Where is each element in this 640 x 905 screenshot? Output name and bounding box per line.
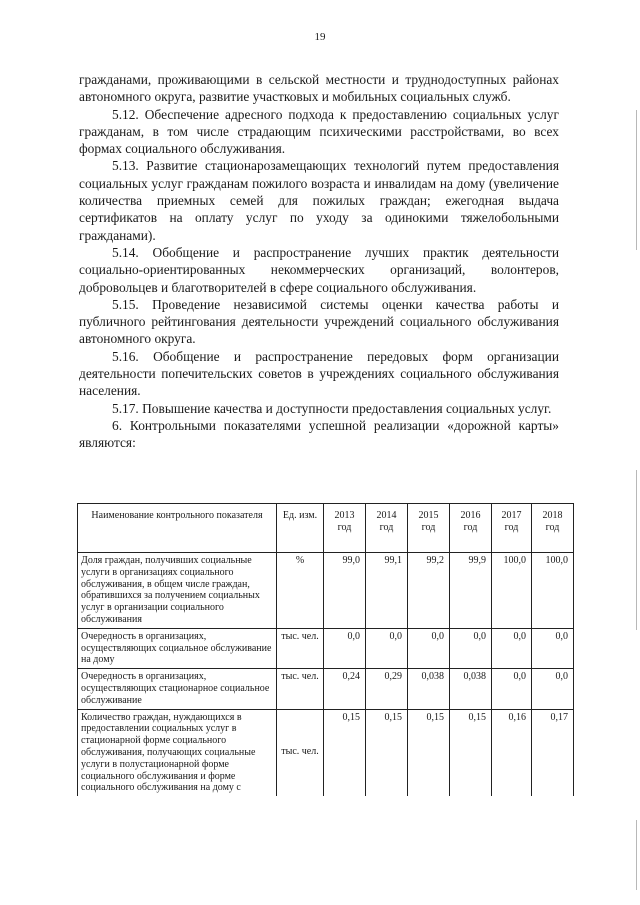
value-2017: 100,0 xyxy=(492,553,532,629)
paragraph-6: 6. Контрольными показателями успешной реализации «дорожной карты» являются: xyxy=(79,417,559,451)
value-2017: 0,0 xyxy=(492,669,532,709)
indicators-table xyxy=(77,503,574,796)
value-2018: 0,0 xyxy=(532,628,574,668)
header-unit: Ед. изм. xyxy=(277,504,324,553)
value-2013: 0,24 xyxy=(324,669,366,709)
row-unit: тыс. чел. xyxy=(277,669,324,709)
header-2013: 2013 год xyxy=(324,504,366,553)
paragraph-5-12: 5.12. Обеспечение адресного подхода к предоставлению социальных услуг гражданам, в том числе страдающим психическими расстройствами, во всех формах социального обслуживания. xyxy=(79,106,559,157)
value-2018: 0,17 xyxy=(532,709,574,796)
scan-edge-mark xyxy=(636,820,637,890)
row-name: Количество граждан, нуждающихся в предоставлении социальных услуг в стационарной форме социального обслуживания, получающих социальные услуги в полустационарной форме социального обслуживания и форме социального обслуживания на дому с xyxy=(78,709,277,796)
document-body xyxy=(79,71,559,452)
paragraph-5-17: 5.17. Повышение качества и доступности предоставления социальных услуг. xyxy=(112,400,552,416)
row-name: Очередность в организациях, осуществляющих социальное обслуживание на дому xyxy=(78,628,277,668)
scan-edge-mark xyxy=(636,470,637,630)
value-2016: 0,0 xyxy=(450,628,492,668)
page-number: 19 xyxy=(314,31,326,43)
table-row xyxy=(78,709,574,796)
row-name: Доля граждан, получивших социальные услуги в организациях социального обслуживания, в общем числе граждан, обратившихся за получением социальных услуг в организации социального обслуживания xyxy=(78,553,277,629)
paragraph-5-13: 5.13. Развитие стационарозамещающих технологий путем предоставления социальных услуг гражданам пожилого возраста и инвалидам на дому (увеличение количества приемных семей для пожилых граждан; ежегодная выдача сертификатов на оплату услуг по уходу за одинокими тяжелобольными гражданами). xyxy=(79,158,559,243)
value-2017: 0,0 xyxy=(492,628,532,668)
value-2014: 0,29 xyxy=(366,669,408,709)
header-2016: 2016 год xyxy=(450,504,492,553)
paragraph-5-15: 5.15. Проведение независимой системы оценки качества работы и публичного рейтингования деятельности учреждений социального обслуживания автономного округа. xyxy=(79,296,559,347)
value-2018: 0,0 xyxy=(532,669,574,709)
row-unit-cell xyxy=(277,709,324,796)
paragraph-5-16: 5.16. Обобщение и распространение передовых форм организации деятельности попечительских советов в учреждениях социального обслуживания населения. xyxy=(79,348,559,399)
table-header-row xyxy=(78,504,574,553)
row-unit: % xyxy=(277,553,324,629)
value-2013: 99,0 xyxy=(324,553,366,629)
table-row xyxy=(78,669,574,709)
value-2015: 0,15 xyxy=(408,709,450,796)
value-2018: 100,0 xyxy=(532,553,574,629)
value-2013: 0,0 xyxy=(324,628,366,668)
paragraph-continuation: гражданами, проживающими в сельской местности и труднодоступных районах автономного округа, развитие участковых и мобильных социальных служб. xyxy=(79,72,559,105)
value-2016: 0,038 xyxy=(450,669,492,709)
header-2017: 2017 год xyxy=(492,504,532,553)
value-2015: 0,0 xyxy=(408,628,450,668)
value-2016: 99,9 xyxy=(450,553,492,629)
value-2013: 0,15 xyxy=(324,709,366,796)
value-2016: 0,15 xyxy=(450,709,492,796)
table-row xyxy=(78,628,574,668)
value-2017: 0,16 xyxy=(492,709,532,796)
scan-edge-mark xyxy=(636,110,637,250)
row-name: Очередность в организациях, осуществляющих стационарное социальное обслуживание xyxy=(78,669,277,709)
value-2014: 99,1 xyxy=(366,553,408,629)
row-unit: тыс. чел. xyxy=(281,745,319,757)
header-name: Наименование контрольного показателя xyxy=(78,504,277,553)
row-unit: тыс. чел. xyxy=(277,628,324,668)
table-row xyxy=(78,553,574,629)
value-2015: 99,2 xyxy=(408,553,450,629)
header-2018: 2018 год xyxy=(532,504,574,553)
value-2014: 0,0 xyxy=(366,628,408,668)
value-2015: 0,038 xyxy=(408,669,450,709)
paragraph-5-14: 5.14. Обобщение и распространение лучших практик деятельности социально-ориентированных некоммерческих организаций, волонтеров, добровольцев и благотворителей в сфере социального обслуживания. xyxy=(79,244,559,295)
header-2015: 2015 год xyxy=(408,504,450,553)
header-2014: 2014 год xyxy=(366,504,408,553)
value-2014: 0,15 xyxy=(366,709,408,796)
